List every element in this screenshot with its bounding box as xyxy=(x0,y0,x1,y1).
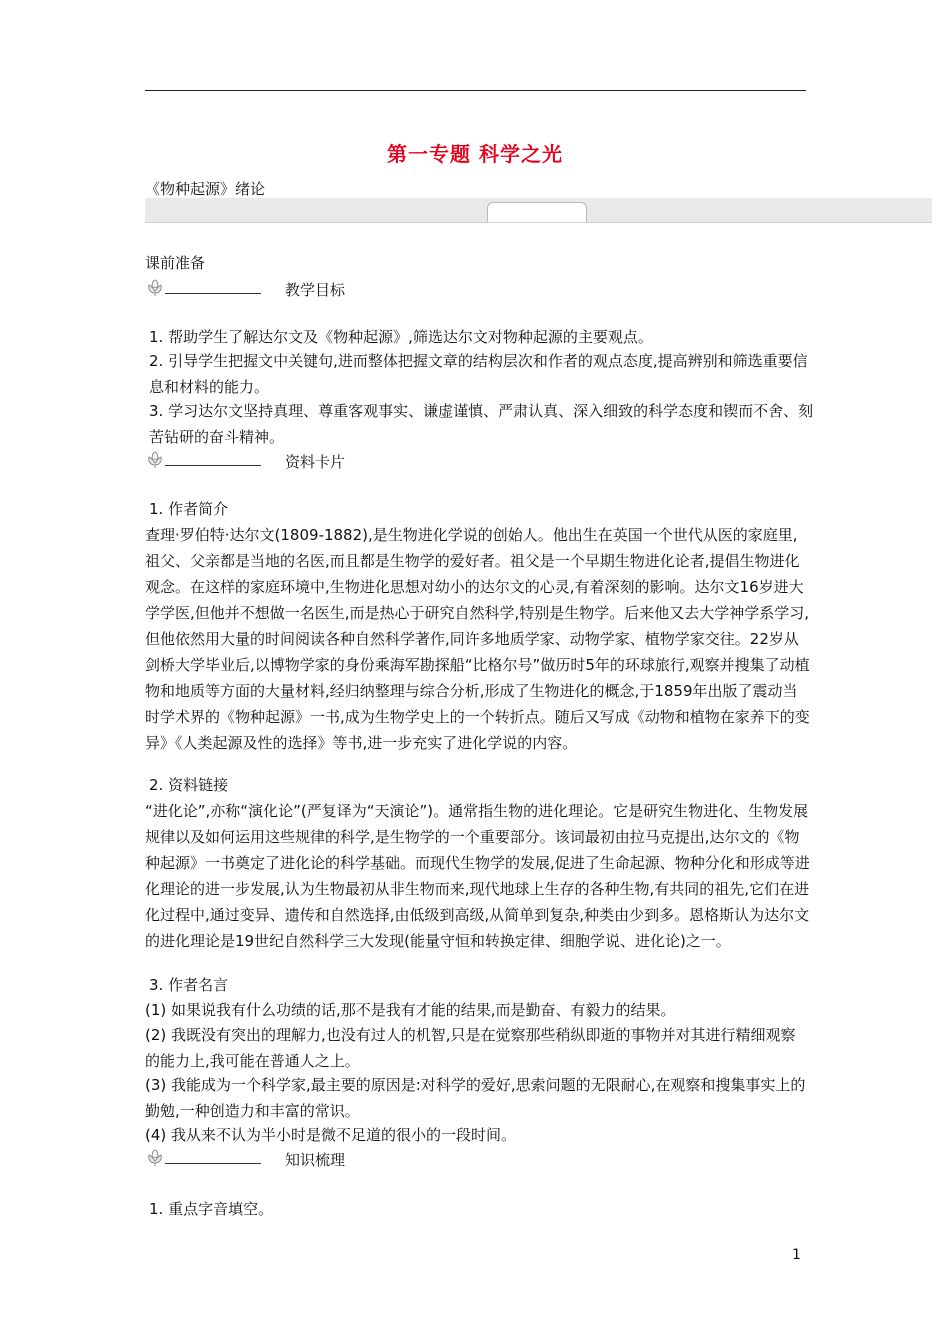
section-band xyxy=(145,198,932,223)
author-heading: 1. 作者简介 xyxy=(149,500,229,518)
flower-icon xyxy=(145,1147,165,1167)
goal-item: 1. 帮助学生了解达尔文及《物种起源》,筛选达尔文对物种起源的主要观点。 xyxy=(149,328,653,346)
lesson-title: 《物种起源》绪论 xyxy=(145,180,266,198)
section-header-knowledge xyxy=(145,1147,545,1173)
quotes-heading: 3. 作者名言 xyxy=(149,976,229,994)
goal-item: 2. 引导学生把握文中关键句,进而整体把握文章的结构层次和作者的观点态度,提高辨别和筛选重要信息和材料的能力。 xyxy=(149,352,808,396)
link-text: “进化论”,亦称“演化论”(严复译为“天演论”)。通常指生物的进化理论。它是研究生物进化、生物发展规律以及如何运用这些规律的科学,是生物学的一个重要部分。该词最初由拉马克提出,达尔文的《物种起源》一书奠定了进化论的科学基础。而现代生物学的发展,促进了生命起源、物种分化和形成等进化理论的进一步发展,认为生物最初从非生物而来,现代地球上生存的各种生物,有共同的祖先,它们在进化过程中,通过变异、遗传和自然选择,由低级到高级,从简单到复杂,种类由少到多。恩格斯认为达尔文的进化理论是19世纪自然科学三大发现(能量守恒和转换定律、细胞学说、进化论)之一。 xyxy=(145,802,810,950)
prep-heading: 课前准备 xyxy=(145,254,206,272)
section-underline xyxy=(165,1163,261,1164)
flower-icon xyxy=(145,277,165,297)
flower-icon xyxy=(145,449,165,469)
header-rule xyxy=(145,90,806,91)
page-number: 1 xyxy=(792,1247,801,1263)
section-label-cards: 资料卡片 xyxy=(285,453,346,471)
author-text: 查理·罗伯特·达尔文(1809-1882),是生物进化学说的创始人。他出生在英国一个世代从医的家庭里,祖父、父亲都是当地的名医,而且都是生物学的爱好者。祖父是一个早期生物进化论者,提倡生物进化观念。在这样的家庭环境中,生物进化思想对幼小的达尔文的心灵,有着深刻的影响。达尔文16岁进大学学医,但他并不想做一名医生,而是热心于研究自然科学,特别是生物学。后来他又去大学神学系学习,但他依然用大量的时间阅读各种自然科学著作,同许多地质学家、动物学家、植物学家交往。22岁从剑桥大学毕业后,以博物学家的身份乘海军勘探船“比格尔号”做历时5年的环球旅行,观察并搜集了动植物和地质等方面的大量材料,经归纳整理与综合分析,形成了生物进化的概念,于1859年出版了震动当时学术界的《物种起源》一书,成为生物学史上的一个转折点。随后又写成《动物和植物在家养下的变异》《人类起源及性的选择》等书,进一步充实了进化学说的内容。 xyxy=(145,526,810,752)
quote-item: (4) 我从来不认为半小时是微不足道的很小的一段时间。 xyxy=(145,1126,517,1144)
section-underline xyxy=(165,465,261,466)
quote-item: (2) 我既没有突出的理解力,也没有过人的机智,只是在觉察那些稍纵即逝的事物并对其进行精细观察的能力上,我可能在普通人之上。 xyxy=(145,1026,796,1070)
section-header-goals xyxy=(145,277,545,303)
quote-item: (3) 我能成为一个科学家,最主要的原因是:对科学的爱好,思索问题的无限耐心,在观察和搜集事实上的勤勉,一种创造力和丰富的常识。 xyxy=(145,1076,806,1120)
page-title: 第一专题 科学之光 xyxy=(387,142,563,166)
section-label-goals: 教学目标 xyxy=(285,281,346,299)
quote-item: (1) 如果说我有什么功绩的话,那不是我有才能的结果,而是勤奋、有毅力的结果。 xyxy=(145,1001,676,1019)
section-underline xyxy=(165,293,261,294)
section-label-knowledge: 知识梳理 xyxy=(285,1151,346,1169)
band-tab xyxy=(487,202,587,222)
goal-item: 3. 学习达尔文坚持真理、尊重客观事实、谦虚谨慎、严肃认真、深入细致的科学态度和锲而不舍、刻苦钻研的奋斗精神。 xyxy=(149,402,814,446)
link-heading: 2. 资料链接 xyxy=(149,776,229,794)
knowledge-item: 1. 重点字音填空。 xyxy=(149,1200,274,1218)
section-header-cards xyxy=(145,449,545,475)
